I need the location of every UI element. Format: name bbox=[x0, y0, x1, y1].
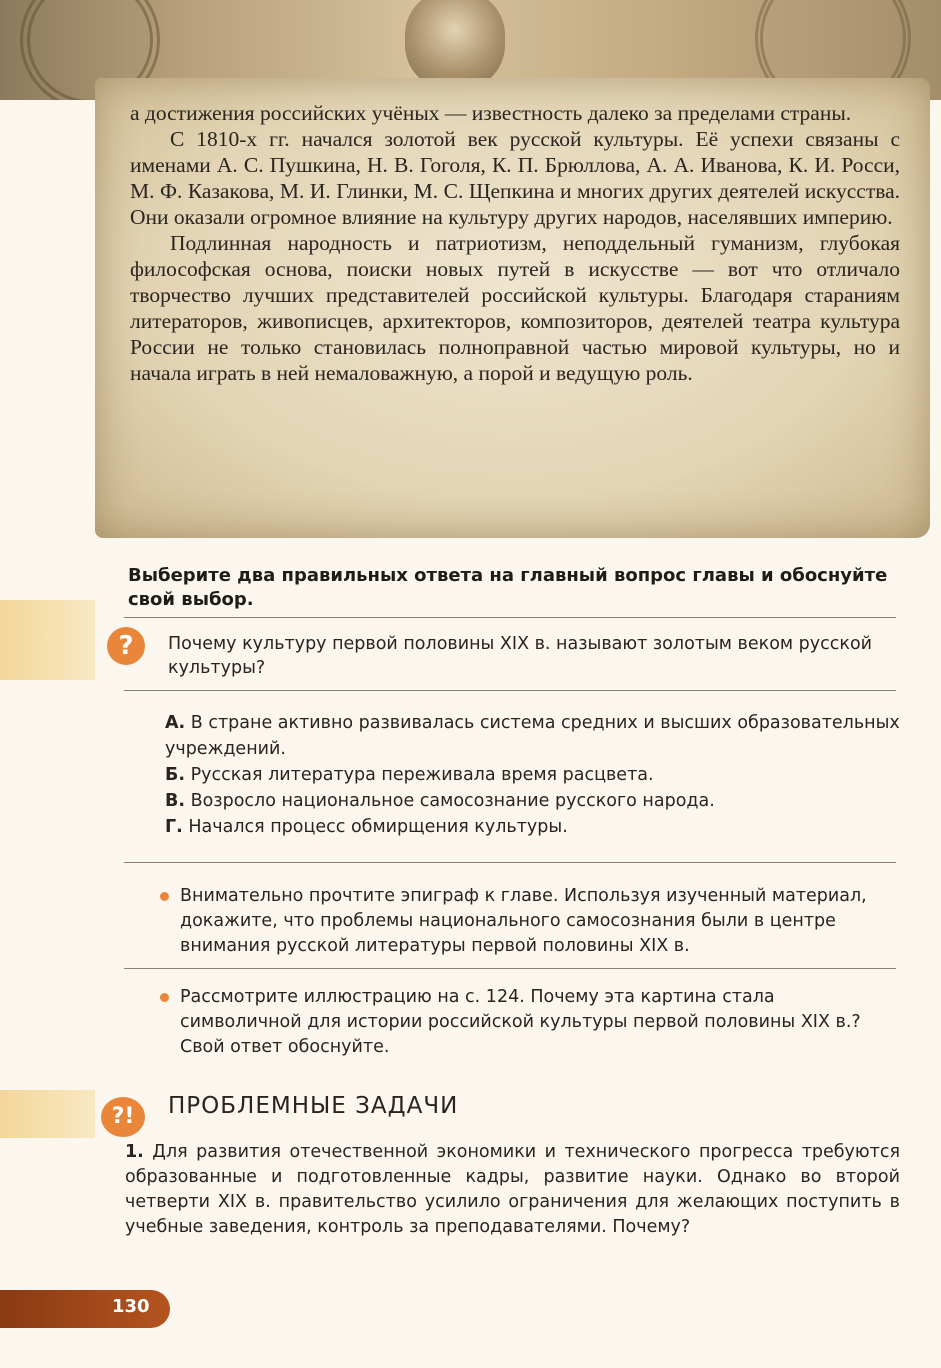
page-number: 130 bbox=[112, 1296, 150, 1317]
answer-letter: А. bbox=[165, 713, 186, 733]
bullet-item bbox=[160, 985, 900, 1060]
portrait-image bbox=[405, 0, 505, 90]
answer-text: Начался процесс обмирщения культуры. bbox=[188, 817, 568, 837]
divider bbox=[124, 617, 896, 618]
bullet-text: Внимательно прочтите эпиграф к главе. Используя изученный материал, докажите, что проблемы национального самосознания были в центре внимания русской литературы первой половины XIX в. bbox=[180, 886, 867, 956]
answer-letter: В. bbox=[165, 791, 185, 811]
question-mark-icon: ? bbox=[107, 627, 145, 665]
bullet-text: Рассмотрите иллюстрацию на с. 124. Почему эта картина стала символичной для истории российской культуры первой половины XIX в.? Свой ответ обоснуйте. bbox=[180, 987, 861, 1057]
section-title: ПРОБЛЕМНЫЕ ЗАДАЧИ bbox=[168, 1093, 459, 1119]
answer-letter: Г. bbox=[165, 817, 183, 837]
answer-item bbox=[165, 814, 900, 840]
divider bbox=[124, 968, 896, 969]
divider bbox=[124, 862, 896, 863]
bullet-icon bbox=[160, 892, 169, 901]
answer-letter: Б. bbox=[165, 765, 185, 785]
task-heading: Выберите два правильных ответа на главный вопрос главы и обоснуйте свой выбор. bbox=[128, 565, 888, 610]
answer-item bbox=[165, 762, 900, 788]
answer-text: В стране активно развивалась система средних и высших образовательных учреждений. bbox=[165, 713, 900, 759]
paragraph-1: а достижения российских учёных — известность далеко за пределами страны. bbox=[130, 101, 852, 125]
parchment-text bbox=[130, 100, 900, 386]
paragraph-3: Подлинная народность и патриотизм, неподдельный гуманизм, глубокая философская основа, поиски новых путей в искусстве — вот что отличало творчество лучших представителей российской культуры. Благодаря стараниям литераторов, живописцев, архитекторов, композиторов, деятелей театра культура России не только становилась полноправной частью мировой культуры, но и начала играть в ней немаловажную, а порой и ведущую роль. bbox=[130, 231, 900, 385]
margin-tab bbox=[0, 1090, 95, 1138]
problem-text: Для развития отечественной экономики и технического прогресса требуются образованные и подготовленные кадры, развитие науки. Однако во второй четверти XIX в. правительство усилило ограничения для желающих поступить в учебные заведения, контроль за преподавателями. Почему? bbox=[125, 1142, 900, 1237]
problem-number: 1. bbox=[125, 1142, 144, 1162]
paragraph-2: С 1810-х гг. начался золотой век русской культуры. Её успехи связаны с именами А. С. Пушкина, Н. В. Гоголя, К. П. Брюллова, А. А. Иванова, К. И. Росси, М. Ф. Казакова, М. И. Глинки, М. С. Щепкина и многих других деятелей искусства. Они оказали огромное влияние на культуру других народов, населявших империю. bbox=[130, 127, 900, 229]
bullet-item bbox=[160, 884, 900, 959]
question-text: Почему культуру первой половины XIX в. называют золотым веком русской культуры? bbox=[168, 634, 873, 678]
answer-item bbox=[165, 788, 900, 814]
answer-list bbox=[165, 710, 900, 840]
answer-text: Русская литература переживала время расцвета. bbox=[190, 765, 654, 785]
divider bbox=[124, 690, 896, 691]
answer-text: Возросло национальное самосознание русского народа. bbox=[190, 791, 715, 811]
problem-icon: ?! bbox=[101, 1097, 145, 1137]
answer-item bbox=[165, 710, 900, 762]
problem-item bbox=[125, 1140, 900, 1240]
margin-tab bbox=[0, 600, 95, 680]
bullet-icon bbox=[160, 993, 169, 1002]
